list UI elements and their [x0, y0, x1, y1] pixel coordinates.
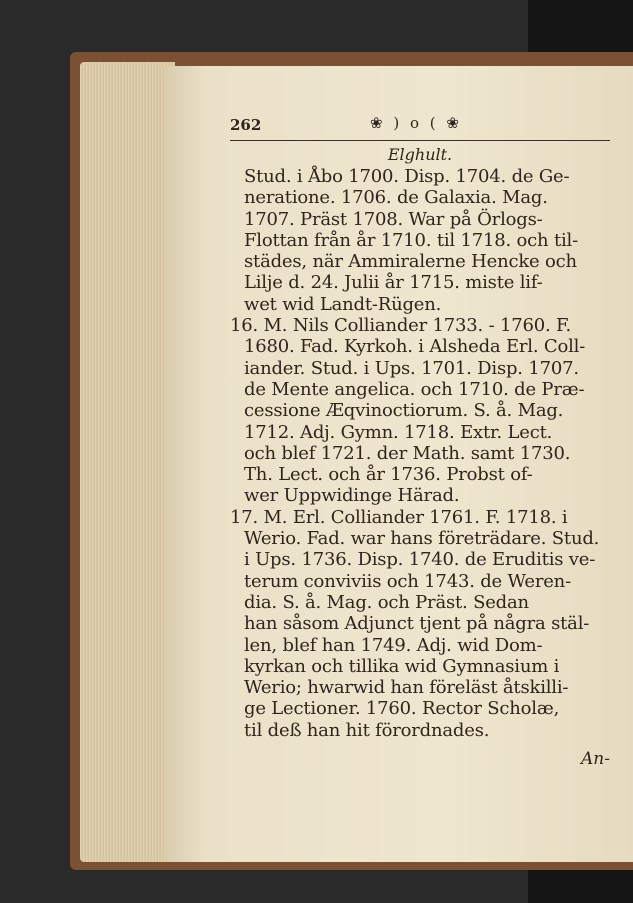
text-line: Werio. Fad. war hans företrädare. Stud. [244, 528, 600, 550]
page-edges [80, 62, 175, 862]
text-line: terum conviviis och 1743. de Weren- [244, 570, 571, 592]
text-line: iander. Stud. i Ups. 1701. Disp. 1707. [244, 357, 579, 379]
text-line: Stud. i Åbo 1700. Disp. 1704. de Ge- [244, 166, 570, 187]
text-line: städes, när Ammiralerne Hencke och [244, 251, 577, 273]
text-line: wer Uppwidinge Härad. [244, 485, 460, 507]
text-line: Lilje d. 24. Julii år 1715. miste lif- [244, 272, 543, 294]
entry-16-start: 16. M. Nils Colliander 1733. - 1760. F. [230, 315, 572, 337]
text-line: 1680. Fad. Kyrkoh. i Alsheda Erl. Coll- [244, 336, 586, 358]
catchword: An- [581, 749, 610, 770]
text-line: han såsom Adjunct tjent på några stäl- [244, 613, 590, 635]
page-text [230, 112, 610, 769]
text-line: wet wid Landt-Rügen. [244, 293, 442, 315]
section-surname: Elghult. [387, 145, 453, 164]
text-line: Werio; hwarwid han föreläst åtskilli- [244, 677, 569, 699]
text-line: i Ups. 1736. Disp. 1740. de Eruditis ve- [244, 549, 596, 571]
entry-17-start: 17. M. Erl. Colliander 1761. F. 1718. i [230, 506, 568, 528]
text-line: dia. S. å. Mag. och Präst. Sedan [244, 591, 529, 613]
text-line: len, blef han 1749. Adj. wid Dom- [244, 634, 543, 656]
text-line: cessione Æqvinoctiorum. S. å. Mag. [244, 400, 564, 422]
text-line: och blef 1721. der Math. samt 1730. [244, 442, 571, 464]
header-ornament: ❀ ) o ( ❀ [370, 114, 462, 132]
text-line: Th. Lect. och år 1736. Probst of- [244, 464, 533, 486]
text-line: kyrkan och tillika wid Gymnasium i [244, 655, 560, 677]
text-line: 1712. Adj. Gymn. 1718. Extr. Lect. [244, 421, 553, 443]
text-line: neratione. 1706. de Galaxia. Mag. [244, 187, 548, 209]
text-line: ge Lectioner. 1760. Rector Scholæ, [244, 698, 560, 720]
page-number: 262 [230, 116, 262, 134]
text-line: de Mente angelica. och 1710. de Præ- [244, 378, 585, 400]
text-line: til deß han hit förordnades. [244, 719, 490, 741]
text-line: 1707. Präst 1708. War på Örlogs- [244, 208, 543, 230]
text-line: Flottan från år 1710. til 1718. och til- [244, 229, 579, 251]
running-header [230, 112, 610, 141]
